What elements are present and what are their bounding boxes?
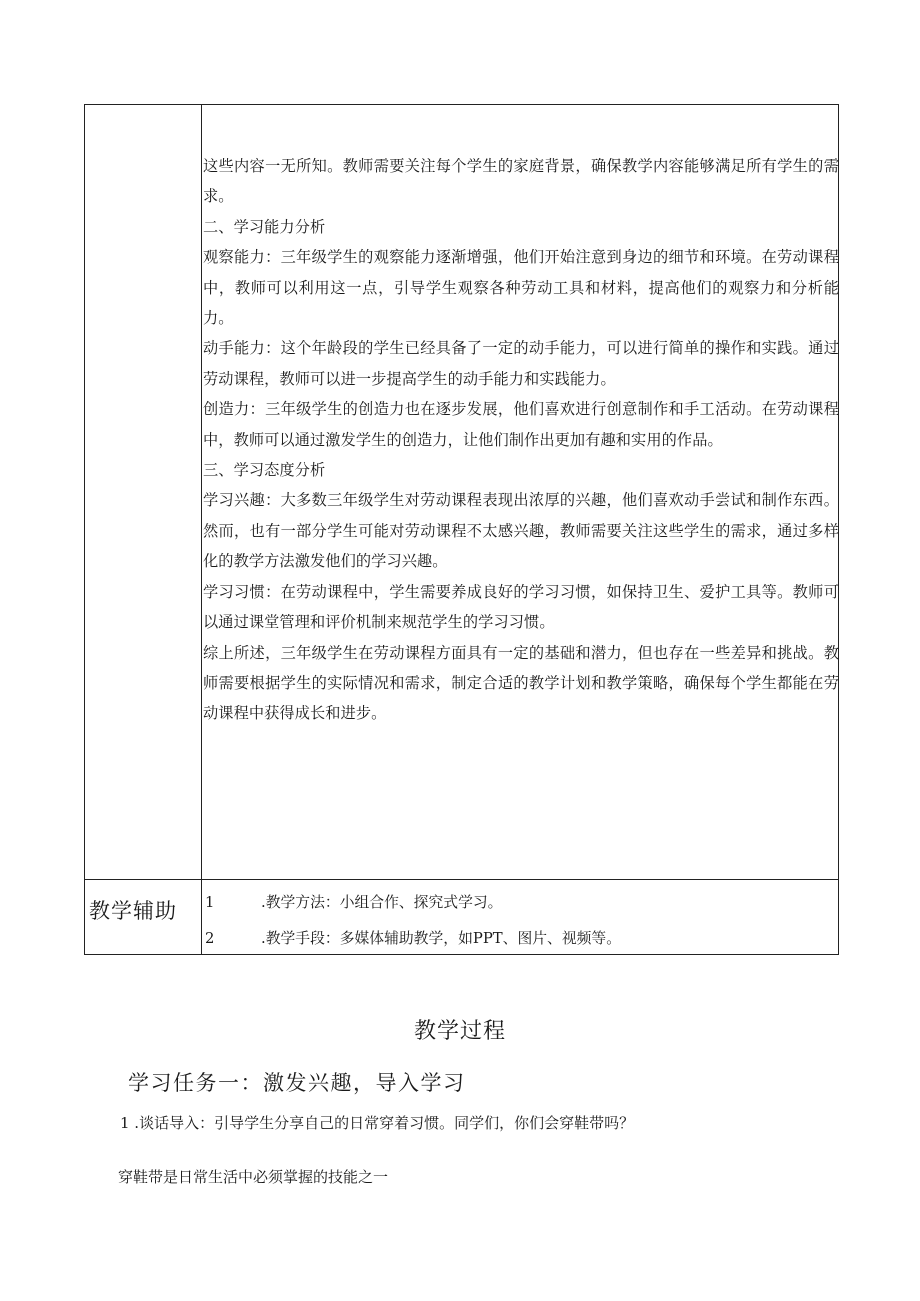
aux-cell — [205, 885, 835, 957]
aux-item-number: 2 — [205, 930, 215, 947]
section-heading: 三、学习态度分析 — [203, 461, 326, 480]
aux-item-number: 1 — [205, 894, 215, 911]
body-line: 穿鞋带是日常生活中必须掌握的技能之一 — [118, 1168, 389, 1186]
analysis-paragraph: 学习兴趣：大多数三年级学生对劳动课程表现出浓厚的兴趣，他们喜欢动手尝试和制作东西。然而，也有一部分学生可能对劳动课程不太感兴趣，教师需要关注这些学生的需求，通过多样化的教学方法激发他们的学习兴趣。 — [203, 491, 839, 571]
column-divider — [201, 105, 202, 954]
task-heading: 学习任务一：激发兴趣，导入学习 — [128, 1071, 466, 1095]
section-heading: 二、学习能力分析 — [203, 217, 326, 236]
analysis-table — [84, 104, 839, 955]
process-title: 教学过程 — [413, 1019, 506, 1044]
analysis-paragraph: 综上所述，三年级学生在劳动课程方面具有一定的基础和潜力，但也存在一些差异和挑战。教师需要根据学生的实际情况和需求，制定合适的教学计划和教学策略，确保每个学生都能在劳动课程中获得成长和进步。 — [203, 643, 839, 723]
analysis-paragraph: 创造力：三年级学生的创造力也在逐步发展，他们喜欢进行创意制作和手工活动。在劳动课程中，教师可以通过激发学生的创造力，让他们制作出更加有趣和实用的作品。 — [203, 400, 839, 449]
aux-item — [205, 921, 835, 957]
row-divider — [85, 879, 838, 880]
aux-item-text: .教学手段：多媒体辅助教学，如PPT、图片、视频等。 — [261, 930, 622, 947]
aux-label: 教学辅助 — [89, 899, 177, 923]
analysis-paragraph: 观察能力：三年级学生的观察能力逐渐增强，他们开始注意到身边的细节和环境。在劳动课程中，教师可以利用这一点，引导学生观察各种劳动工具和材料，提高他们的观察力和分析能力。 — [203, 248, 839, 328]
analysis-paragraph: 学习习惯：在劳动课程中，学生需要养成良好的学习习惯，如保持卫生、爱护工具等。教师可以通过课堂管理和评价机制来规范学生的学习习惯。 — [203, 582, 839, 632]
step-line: 1 .谈话导入：引导学生分享自己的日常穿着习惯。同学们，你们会穿鞋带吗？ — [120, 1114, 635, 1132]
analysis-paragraph: 动手能力：这个年龄段的学生已经具备了一定的动手能力，可以进行简单的操作和实践。通过劳动课程，教师可以进一步提高学生的动手能力和实践能力。 — [203, 339, 839, 388]
aux-item — [205, 885, 835, 921]
analysis-paragraph: 这些内容一无所知。教师需要关注每个学生的家庭背景，确保教学内容能够满足所有学生的需求。 — [203, 157, 839, 206]
analysis-cell — [203, 151, 839, 729]
aux-item-text: .教学方法：小组合作、探究式学习。 — [261, 894, 503, 911]
